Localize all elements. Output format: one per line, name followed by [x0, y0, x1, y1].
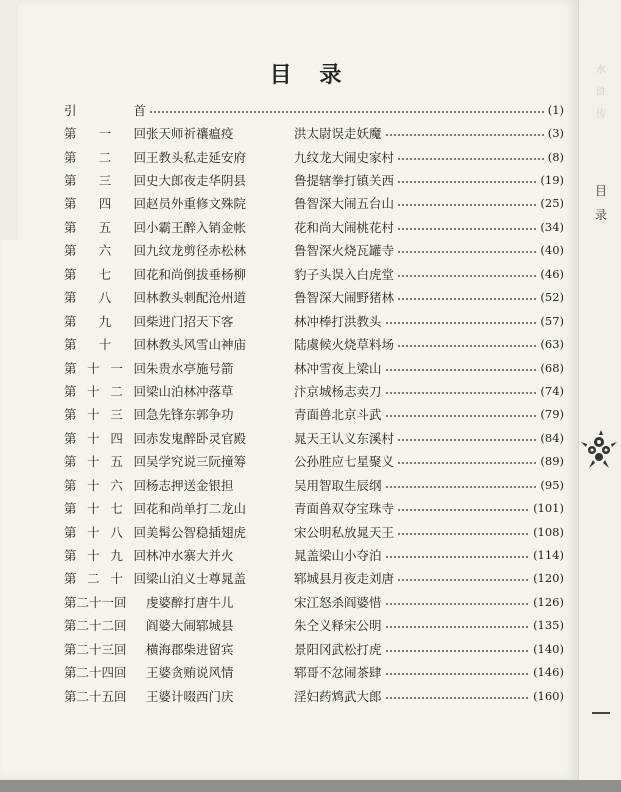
chapter-title-first: 阎婆大闹郓城县	[146, 618, 234, 634]
chapter-number	[64, 359, 146, 377]
chapter-title-first: 美髯公智稳插翅虎	[146, 524, 247, 540]
chapter-title-second: 青面兽北京斗武	[294, 407, 382, 423]
chapter-char: 十	[87, 407, 100, 423]
leader-dots	[385, 668, 531, 678]
chapter-title-first: 林冲水寨大并火	[146, 548, 234, 564]
chapter-char: 六	[98, 243, 112, 259]
chapter-number	[64, 616, 146, 634]
chapter-title-first: 梁山泊林冲落草	[146, 383, 234, 399]
page-reference: (135)	[533, 618, 564, 633]
chapter-char: 回	[133, 313, 146, 329]
chapter-char: 第	[64, 548, 77, 564]
chapter-char: 三	[110, 407, 123, 423]
chapter-char: 回	[133, 266, 146, 282]
toc-row	[64, 215, 564, 238]
leader-dots	[397, 434, 537, 444]
chapter-char: 回	[133, 196, 146, 212]
chapter-char: 回	[133, 360, 146, 376]
chapter-number	[64, 499, 146, 517]
chapter-char: 回	[133, 430, 146, 446]
page-reference: (101)	[533, 501, 564, 516]
chapter-char: 十	[87, 360, 100, 376]
toc-row	[64, 450, 564, 473]
toc-row	[64, 637, 564, 660]
chapter-title-first: 横海郡柴进留宾	[146, 641, 234, 657]
leader-dots	[397, 246, 537, 256]
flower-ornament-icon	[581, 430, 617, 470]
chapter-char: 回	[133, 126, 146, 142]
page-reference: (34)	[540, 219, 564, 234]
chapter-number	[64, 241, 146, 259]
page-reference: (79)	[540, 407, 564, 422]
left-edge-strip	[0, 0, 18, 240]
chapter-number	[64, 288, 146, 306]
chapter-title-second: 郓城县月夜走刘唐	[294, 571, 395, 587]
page-reference: (57)	[540, 313, 564, 328]
leader-dots	[385, 387, 538, 397]
leader-dots	[397, 199, 537, 209]
toc-row	[64, 192, 564, 215]
margin-label-1: 目	[594, 184, 607, 198]
chapter-char: 回	[133, 477, 146, 493]
leader-dots	[397, 270, 537, 280]
chapter-title-second: 洪太尉误走妖魔	[294, 126, 382, 142]
chapter-title-first: 吴学究说三阮撞筹	[146, 454, 247, 470]
chapter-char: 第	[64, 196, 77, 212]
chapter-title-first: 九纹龙剪径赤松林	[146, 243, 247, 259]
leader-dots	[385, 692, 531, 702]
leader-dots	[385, 410, 538, 420]
chapter-char: 第	[64, 407, 77, 423]
chapter-title-second: 公孙胜应七星聚义	[294, 454, 395, 470]
chapter-char: 二	[87, 571, 100, 587]
page-reference: (108)	[533, 524, 564, 539]
toc-row	[64, 379, 564, 402]
leader-dots	[397, 504, 530, 514]
leader-dots	[397, 574, 530, 584]
chapter-char: 第	[64, 337, 77, 353]
chapter-char: 七	[110, 501, 123, 517]
chapter-char: 八	[110, 524, 123, 540]
toc-row	[64, 145, 564, 168]
chapter-char: 十	[87, 548, 100, 564]
chapter-number	[64, 476, 146, 494]
page-reference: (146)	[533, 665, 564, 680]
chapter-number	[64, 101, 146, 119]
chapter-number	[64, 429, 146, 447]
chapter-char: 一	[98, 126, 112, 142]
leader-dots	[385, 645, 531, 655]
page-reference: (140)	[533, 641, 564, 656]
leader-dots	[397, 457, 537, 467]
chapter-title-second: 鲁提辖拳打镇关西	[294, 173, 395, 189]
page-reference: (114)	[533, 548, 564, 563]
chapter-char: 第二十四回	[64, 665, 127, 681]
chapter-title-second: 鲁智深火烧瓦罐寺	[294, 243, 395, 259]
chapter-number	[64, 569, 146, 587]
leader-dots	[385, 481, 538, 491]
chapter-char: 十	[98, 337, 112, 353]
chapter-title-first: 史大郎夜走华阴县	[146, 173, 247, 189]
chapter-number	[64, 593, 146, 611]
chapter-title-first: 王婆贪贿说风情	[146, 665, 234, 681]
chapter-title-first: 梁山泊义士尊晁盖	[146, 571, 247, 587]
toc-row	[64, 567, 564, 590]
chapter-char: 第	[64, 313, 77, 329]
chapter-char: 十	[87, 501, 100, 517]
page-reference: (46)	[540, 266, 564, 281]
chapter-title-second: 汴京城杨志卖刀	[294, 383, 382, 399]
chapter-char: 第二十五回	[64, 688, 127, 704]
chapter-title-second: 豹子头误入白虎堂	[294, 266, 395, 282]
chapter-char: 第	[64, 290, 77, 306]
leader-dots	[397, 153, 545, 163]
chapter-char: 十	[87, 454, 100, 470]
page-reference: (63)	[540, 337, 564, 352]
chapter-char: 七	[98, 266, 112, 282]
chapter-title-second: 鲁智深大闹五台山	[294, 196, 395, 212]
page-reference: (160)	[533, 688, 564, 703]
leader-dots	[397, 293, 537, 303]
chapter-char: 回	[133, 571, 146, 587]
chapter-title-first: 林教头刺配沧州道	[146, 290, 247, 306]
page-reference: (19)	[540, 173, 564, 188]
margin-book-title: 水浒传	[596, 65, 606, 120]
table-of-contents	[64, 98, 564, 707]
chapter-char: 回	[133, 173, 146, 189]
page-reference: (74)	[540, 383, 564, 398]
chapter-title-first: 花和尚倒拔垂杨柳	[146, 266, 247, 282]
chapter-number	[64, 546, 146, 564]
chapter-char: 九	[98, 313, 112, 329]
chapter-title-first: 赤发鬼醉卧灵官殿	[146, 430, 247, 446]
toc-row	[64, 262, 564, 285]
chapter-title-first: 小霸王醉入销金帐	[146, 219, 247, 235]
chapter-title-second: 陆虞候火烧草料场	[294, 337, 395, 353]
chapter-char: 第	[64, 571, 77, 587]
chapter-char: 第二十二回	[64, 618, 127, 634]
chapter-title-first: 王婆计啜西门庆	[146, 688, 234, 704]
chapter-title-second: 林冲棒打洪教头	[294, 313, 382, 329]
chapter-char: 引	[64, 102, 77, 118]
leader-dots	[397, 340, 537, 350]
chapter-title-second: 九纹龙大闹史家村	[294, 149, 395, 165]
chapter-number	[64, 452, 146, 470]
chapter-char: 回	[133, 524, 146, 540]
chapter-char: 十	[87, 383, 100, 399]
chapter-title-second: 郓哥不忿闹茶肆	[294, 665, 382, 681]
margin-label-2: 录	[594, 208, 607, 222]
chapter-char: 第	[64, 430, 77, 446]
chapter-char: 第	[64, 149, 77, 165]
toc-row	[64, 309, 564, 332]
chapter-title-second: 宋江怒杀阎婆惜	[294, 594, 382, 610]
toc-row	[64, 239, 564, 262]
chapter-char: 回	[133, 149, 146, 165]
chapter-title-second: 淫妇药鸩武大郎	[294, 688, 382, 704]
chapter-char: 第	[64, 383, 77, 399]
chapter-char: 五	[110, 454, 123, 470]
chapter-number	[64, 405, 146, 423]
leader-dots	[385, 621, 531, 631]
chapter-char: 回	[133, 337, 146, 353]
toc-row	[64, 684, 564, 707]
chapter-char: 四	[110, 430, 123, 446]
chapter-char: 回	[133, 454, 146, 470]
toc-row	[64, 98, 564, 121]
leader-dots	[149, 106, 545, 116]
right-margin	[578, 0, 621, 780]
chapter-char: 回	[133, 219, 146, 235]
chapter-title-first: 杨志押送金银担	[146, 477, 234, 493]
chapter-char: 回	[133, 290, 146, 306]
page-reference: (89)	[540, 454, 564, 469]
chapter-title-first: 柴进门招天下客	[146, 313, 234, 329]
chapter-title-second: 吴用智取生辰纲	[294, 477, 382, 493]
chapter-title-first: 虔婆醉打唐牛儿	[146, 594, 234, 610]
chapter-title-second: 青面兽双夺宝珠寺	[294, 501, 395, 517]
page-reference: (8)	[547, 149, 564, 164]
chapter-char: 第	[64, 219, 77, 235]
page-reference: (25)	[540, 196, 564, 211]
chapter-title-first: 赵员外重修文殊院	[146, 196, 247, 212]
chapter-title-first: 朱贵水亭施号箭	[146, 360, 234, 376]
chapter-title-second: 朱仝义释宋公明	[294, 618, 382, 634]
chapter-char: 第	[64, 454, 77, 470]
page-title: 目 录	[269, 62, 352, 88]
chapter-char: 六	[110, 477, 123, 493]
chapter-number	[64, 171, 146, 189]
toc-row	[64, 121, 564, 144]
chapter-char: 八	[98, 290, 112, 306]
leader-dots	[385, 364, 538, 374]
chapter-char: 五	[98, 219, 112, 235]
page-reference: (40)	[540, 243, 564, 258]
chapter-char: 第	[64, 243, 77, 259]
chapter-title-first: 林教头风雪山神庙	[146, 337, 247, 353]
chapter-char: 回	[133, 383, 146, 399]
leader-dots	[385, 129, 545, 139]
chapter-char: 回	[133, 548, 146, 564]
chapter-char: 回	[133, 243, 146, 259]
chapter-number	[64, 382, 146, 400]
chapter-char: 一	[110, 360, 123, 376]
chapter-char: 第	[64, 126, 77, 142]
chapter-number	[64, 312, 146, 330]
toc-row	[64, 496, 564, 519]
chapter-char: 第	[64, 266, 77, 282]
chapter-char: 第二十一回	[64, 594, 127, 610]
chapter-number	[64, 148, 146, 166]
chapter-char: 九	[110, 548, 123, 564]
leader-dots	[397, 176, 537, 186]
chapter-title-first: 急先锋东郭争功	[146, 407, 234, 423]
page-number-mark	[592, 712, 610, 714]
chapter-char: 回	[133, 407, 146, 423]
chapter-title-second: 宋公明私放晁天王	[294, 524, 395, 540]
chapter-title-first: 张天师祈禳瘟疫	[146, 126, 234, 142]
chapter-title-second: 林冲雪夜上梁山	[294, 360, 382, 376]
chapter-char: 第	[64, 173, 77, 189]
leader-dots	[385, 598, 531, 608]
chapter-char: 第	[64, 524, 77, 540]
toc-row	[64, 426, 564, 449]
page-reference: (126)	[533, 594, 564, 609]
chapter-number	[64, 687, 146, 705]
toc-row	[64, 473, 564, 496]
chapter-char: 二	[98, 149, 112, 165]
toc-row	[64, 332, 564, 355]
chapter-char: 首	[133, 102, 146, 118]
toc-row	[64, 661, 564, 684]
page-reference: (84)	[540, 430, 564, 445]
chapter-char: 十	[87, 477, 100, 493]
toc-row	[64, 403, 564, 426]
leader-dots	[385, 317, 538, 327]
chapter-number	[64, 194, 146, 212]
page-reference: (1)	[547, 102, 564, 117]
toc-row	[64, 356, 564, 379]
page-reference: (120)	[533, 571, 564, 586]
chapter-char: 二	[110, 383, 123, 399]
chapter-number	[64, 523, 146, 541]
chapter-title-second: 晁天王认义东溪村	[294, 430, 395, 446]
chapter-title-second: 晁盖梁山小夺泊	[294, 548, 382, 564]
bottom-edge	[0, 780, 621, 792]
chapter-char: 十	[110, 571, 123, 587]
page-reference: (52)	[540, 290, 564, 305]
chapter-title-second: 景阳冈武松打虎	[294, 641, 382, 657]
chapter-title-first: 花和尚单打二龙山	[146, 501, 247, 517]
chapter-char: 第	[64, 360, 77, 376]
chapter-title-first: 王教头私走延安府	[146, 149, 247, 165]
chapter-number	[64, 663, 146, 681]
toc-row	[64, 590, 564, 613]
chapter-char: 第	[64, 477, 77, 493]
chapter-char: 第二十三回	[64, 641, 127, 657]
page-reference: (95)	[540, 477, 564, 492]
leader-dots	[397, 528, 530, 538]
page-reference: (68)	[540, 360, 564, 375]
leader-dots	[385, 551, 531, 561]
chapter-number	[64, 265, 146, 283]
chapter-char: 三	[98, 173, 112, 189]
toc-row	[64, 168, 564, 191]
chapter-char: 十	[87, 524, 100, 540]
toc-row	[64, 614, 564, 637]
chapter-number	[64, 218, 146, 236]
chapter-title-second: 花和尚大闹桃花村	[294, 219, 395, 235]
chapter-char: 回	[133, 501, 146, 517]
chapter-char: 十	[87, 430, 100, 446]
chapter-number	[64, 640, 146, 658]
page-reference: (3)	[547, 126, 564, 141]
chapter-char: 第	[64, 501, 77, 517]
chapter-char: 四	[98, 196, 112, 212]
toc-row	[64, 543, 564, 566]
chapter-title-second: 鲁智深大闹野猪林	[294, 290, 395, 306]
toc-row	[64, 520, 564, 543]
chapter-number	[64, 335, 146, 353]
toc-row	[64, 286, 564, 309]
chapter-number	[64, 124, 146, 142]
leader-dots	[397, 223, 537, 233]
